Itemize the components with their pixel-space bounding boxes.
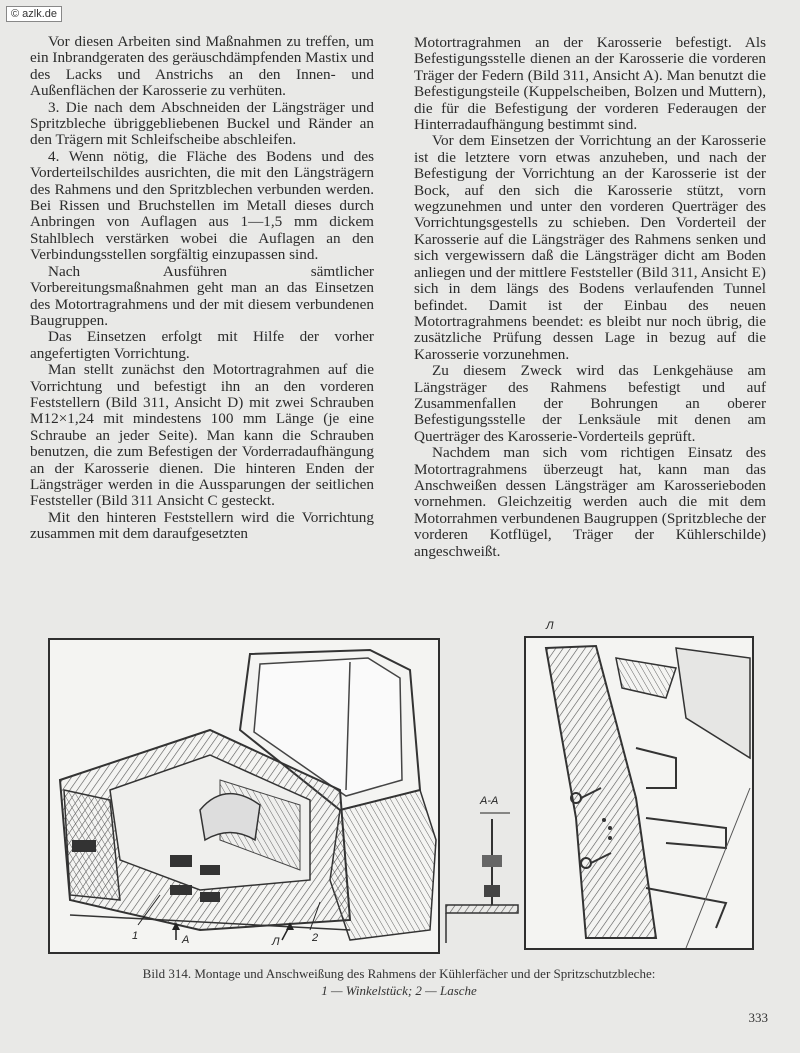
paragraph: Vor diesen Arbeiten sind Maßnahmen zu treffen, um ein Inbrandgeraten des geräuschdämpfenden Mastix und des Lacks und Anstrichs an den Innen- und Außenflächen der Karosserie zu verhüten. xyxy=(30,33,374,100)
figure-caption xyxy=(48,965,750,999)
caption-line-1: Bild 314. Montage und Anschweißung des Rahmens der Kühlerfächer und der Spritzschutzbleche: xyxy=(142,966,656,981)
label-detail-view-l: Л xyxy=(546,620,554,632)
section-aa-illustration xyxy=(444,795,520,945)
car-body-illustration xyxy=(48,638,440,954)
text-column-left xyxy=(30,34,374,543)
car-body-drawing xyxy=(50,640,438,952)
label-section-aa: A-A xyxy=(480,795,499,807)
label-view-l: Л xyxy=(272,936,280,948)
paragraph: Zu diesem Zweck wird das Lenkgehäuse am Längsträger des Rahmens befestigt und auf Zusammenfallen der Bohrungen an oberer Befestigungsstelle der Lenksäule mit denen am Querträger des Karosserie-Vorderteils geprüft. xyxy=(414,362,766,445)
detail-view-drawing xyxy=(526,638,752,948)
caption-line-2: 1 — Winkelstück; 2 — Lasche xyxy=(321,983,477,998)
paragraph: 3. Die nach dem Abschneiden der Längsträger und Spritzbleche übriggebliebenen Buckel und Ränder an den Trägern mit Schleifscheibe abschleifen. xyxy=(30,98,374,149)
section-aa-drawing xyxy=(444,795,520,945)
paragraph: Nach Ausführen sämtlicher Vorbereitungsmaßnahmen geht man an das Einsetzen des Motortragrahmens und der mit diesem verbundenen Baugruppen. xyxy=(30,262,374,329)
watermark: © azlk.de xyxy=(6,6,62,22)
page-number: 333 xyxy=(748,1010,768,1025)
label-section-a: A xyxy=(182,934,190,946)
paragraph: Nachdem man sich vom richtigen Einsatz des Motortragrahmens überzeugt hat, kann man das Anschweißen dessen Längsträger am Karosserieboden vornehmen. Gleichzeitig werden auch die mit dem Motorrahmen verbundenen Baugruppen (Spritzbleche der vorderen Kotflügel, Träger der Kühlerschilde) angeschweißt. xyxy=(414,444,766,560)
paragraph: Motortragrahmen an der Karosserie befestigt. Als Befestigungsstelle dienen an der Karosserie die vorderen Träger der Federn (Bild 311, Ansicht A). Man benutzt die Befestigungsteile (Kuppelscheiben, Bolzen und Muttern), die für die Befestigung der vorderen Federaugen der Hinterradaufhängung bestimmt sind. xyxy=(414,34,766,134)
paragraph: 4. Wenn nötig, die Fläche des Bodens und des Vorderteilschildes ausrichten, die mit den Längsträgern des Rahmens und den Spritzblechen verbunden werden. Bei Rissen und Bruchstellen im Metall dieses durch Anbringen von Auflagen aus 1—1,5 mm dickem Stahlblech verstärken wobei die Auflagen an den Verbindungsstellen sorgfältig einzupassen sind. xyxy=(30,147,374,264)
text-column-right xyxy=(414,35,766,560)
detail-view-illustration xyxy=(524,620,754,950)
paragraph: Man stellt zunächst den Motortragrahmen auf die Vorrichtung und befestigt ihn an den vorderen Feststellern (Bild 311, Ansicht D) mit zwei Schrauben M12×1,24 mit mindestens 100 mm Länge (je eine Schraube an jeder Seite). Man kann die Schrauben benutzen, die zum Befestigen der Vorderradaufhängung an der Karosserie dienen. Die hinteren Enden der Längsträger werden in die Aussparungen der seitlichen Feststeller (Bild 311 Ansicht C gesteckt. xyxy=(30,361,374,510)
paragraph: Mit den hinteren Feststellern wird die Vorrichtung zusammen mit dem daraufgesetzten xyxy=(30,508,374,543)
label-part-2: 2 xyxy=(312,932,319,944)
paragraph: Das Einsetzen erfolgt mit Hilfe der vorher angefertigten Vorrichtung. xyxy=(30,328,374,362)
label-part-1: 1 xyxy=(132,930,139,942)
paragraph: Vor dem Einsetzen der Vorrichtung an der Karosserie ist die letztere vorn etwas anzuheben, und nach der Befestigung der Vorrichtung an der Karosserie ist der Bock, auf den sich die Karosserie stützt, vorn wegzunehmen und unter den vorderen Querträger des Vorrichtungsgestells zu schieben. Den Vorderteil der Karosserie auf die Längsträger des Rahmens senken und sich vergewissern daß die Längsträger dicht am Boden anliegen und der mittlere Feststeller (Bild 311, Ansicht E) sich in dem längs des Bodens verlaufenden Tunnel befindet. Damit ist der Einbau des neuen Motortragrahmens beendet: es bleibt nur noch übrig, die zusätzliche Prüfung dessen Lage in bezug auf die Karosserie vorzunehmen. xyxy=(414,132,766,363)
